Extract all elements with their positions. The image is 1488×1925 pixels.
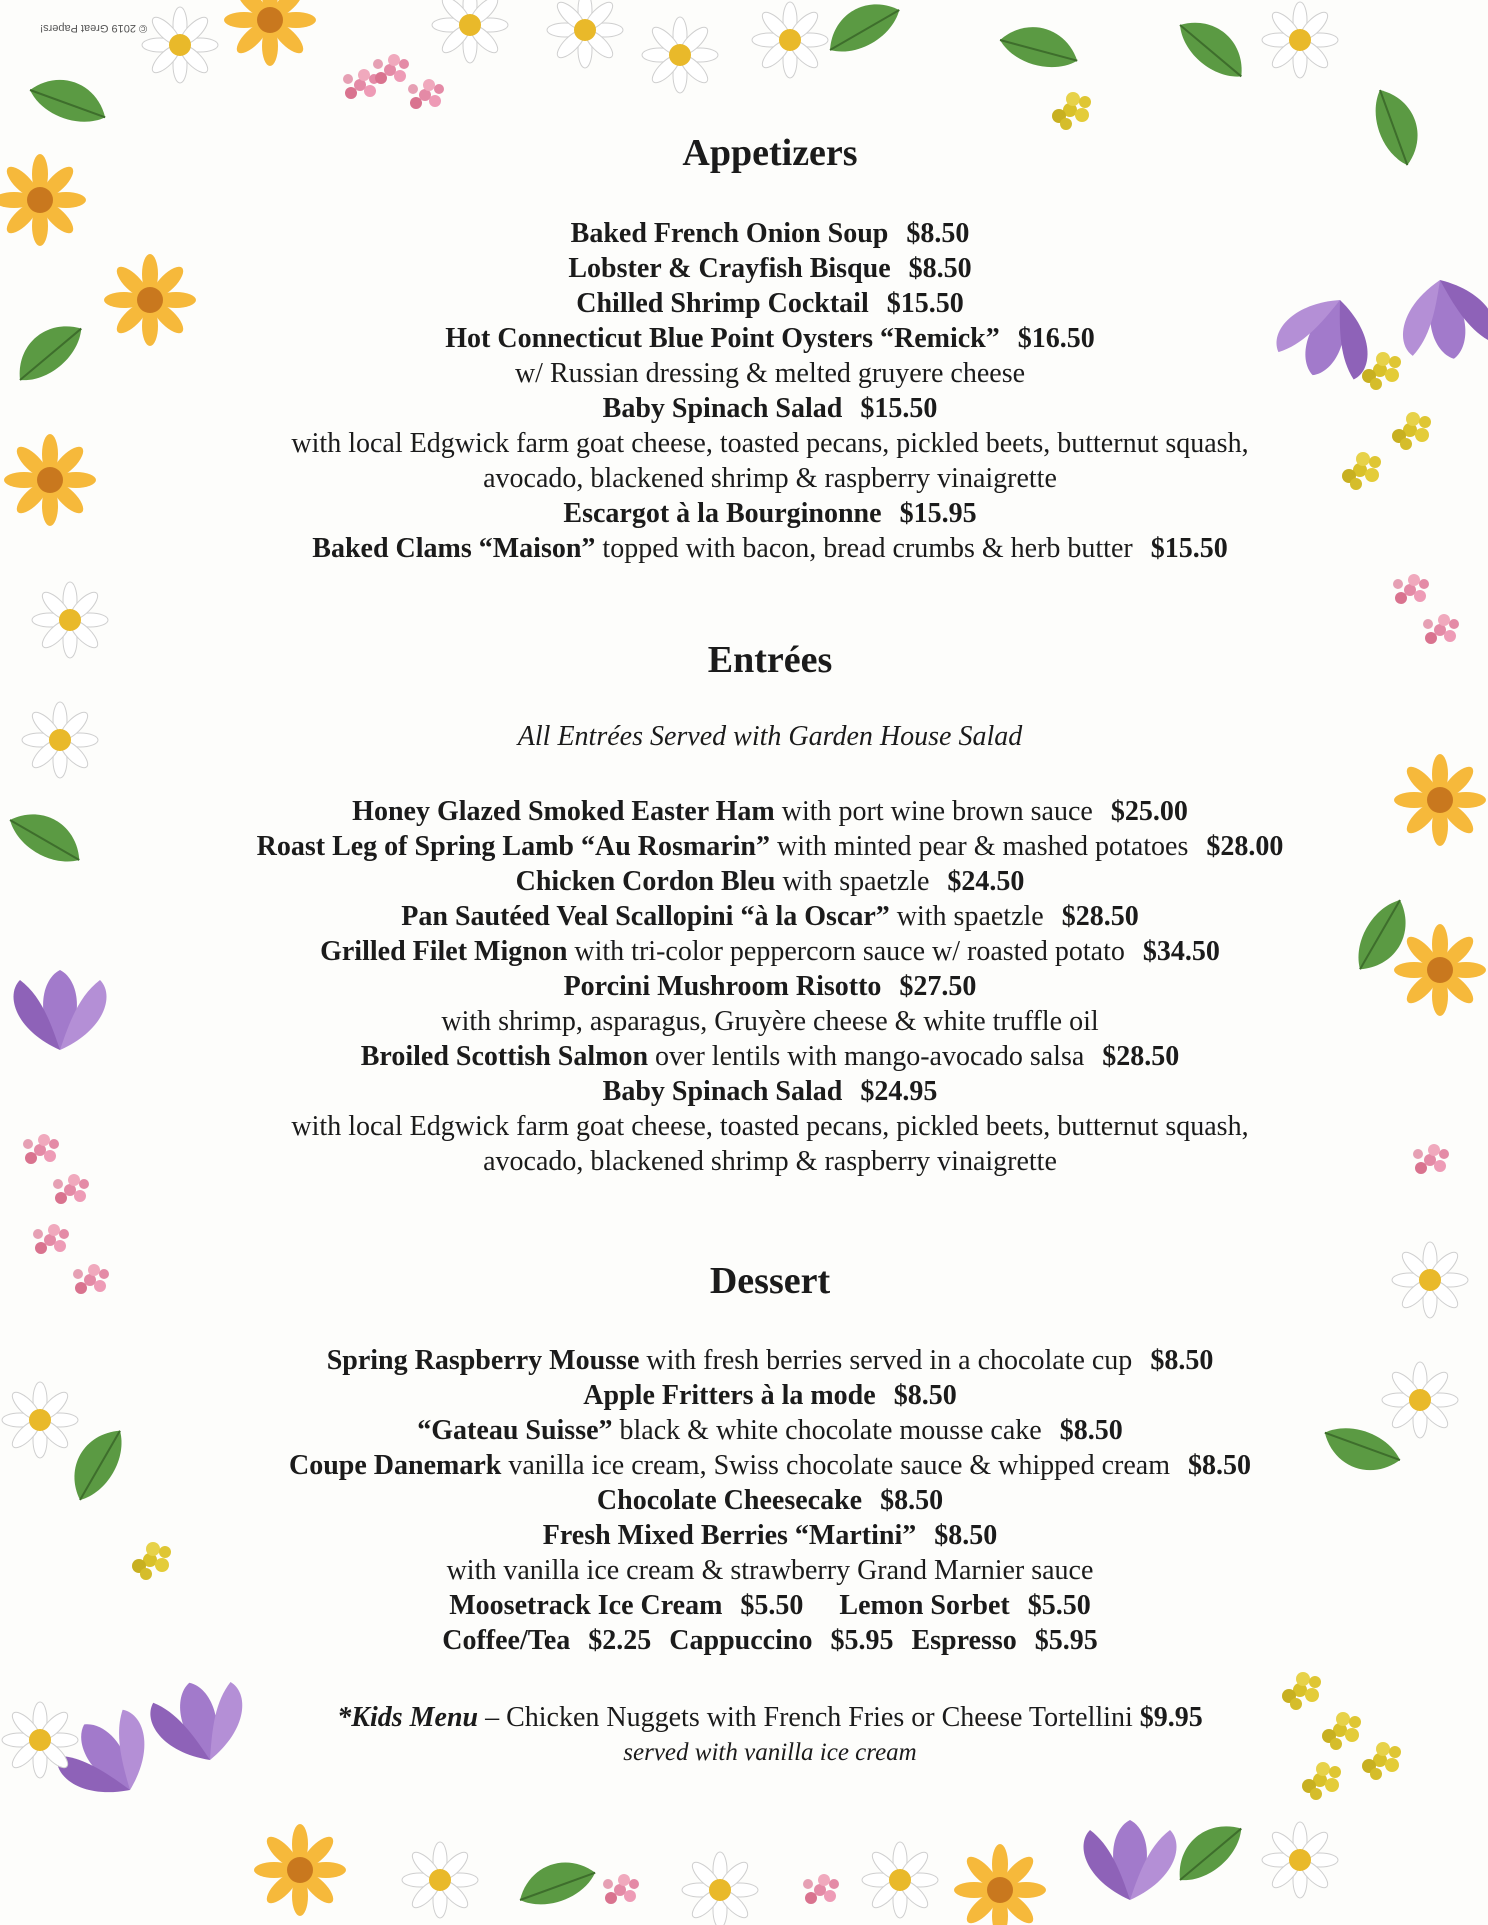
item-price: $8.50 — [934, 1520, 998, 1551]
item-name: Chicken Cordon Bleu — [515, 866, 776, 897]
item-price: $27.50 — [899, 971, 977, 1002]
item-price: $24.50 — [947, 866, 1025, 897]
menu-item — [140, 969, 1400, 1004]
menu-item — [140, 321, 1400, 356]
kids-menu-description: – Chicken Nuggets with French Fries or Cheese Tortellini — [485, 1702, 1133, 1733]
entrees-note: All Entrées Served with Garden House Salad — [517, 721, 1023, 752]
item-price: $15.95 — [899, 498, 977, 529]
menu-item — [140, 391, 1400, 426]
item-price: $28.50 — [1061, 901, 1139, 932]
item-name: Baked Clams “Maison” — [312, 533, 596, 564]
dessert-title: Dessert — [709, 1260, 831, 1302]
item-name: Pan Sautéed Veal Scallopini “à la Oscar” — [401, 901, 890, 932]
item-price: $8.50 — [908, 253, 972, 284]
item-name: Grilled Filet Mignon — [320, 936, 568, 967]
item-name: Chilled Shrimp Cocktail — [576, 288, 869, 319]
entrees-title: Entrées — [707, 639, 833, 681]
item-name: Spring Raspberry Mousse — [326, 1345, 640, 1376]
item-description: with tri-color peppercorn sauce w/ roasted potato — [574, 936, 1125, 967]
item-description: with spaetzle — [896, 901, 1044, 932]
item-description: with fresh berries served in a chocolate cup — [646, 1345, 1133, 1376]
item-name: Moosetrack Ice Cream — [449, 1590, 723, 1621]
menu-item — [140, 899, 1400, 934]
item-price: $15.50 — [886, 288, 964, 319]
item-name: Espresso — [911, 1625, 1017, 1656]
item-description: with minted pear & mashed potatoes — [777, 831, 1189, 862]
menu-item — [140, 934, 1400, 969]
item-price: $5.95 — [1034, 1625, 1098, 1656]
menu-page — [140, 0, 1400, 1925]
item-name: Baked French Onion Soup — [570, 218, 889, 249]
item-name: Lemon Sorbet — [839, 1590, 1010, 1621]
item-name: “Gateau Suisse” — [417, 1415, 613, 1446]
item-description: with spaetzle — [782, 866, 930, 897]
item-description: with shrimp, asparagus, Gruyère cheese & white truffle oil — [441, 1006, 1099, 1037]
item-name: Coffee/Tea — [442, 1625, 571, 1656]
item-description: with vanilla ice cream & strawberry Grand Marnier sauce — [446, 1555, 1094, 1586]
menu-item — [140, 531, 1400, 566]
item-name: Fresh Mixed Berries “Martini” — [542, 1520, 917, 1551]
item-name: Chocolate Cheesecake — [596, 1485, 863, 1516]
menu-item — [140, 216, 1400, 251]
menu-item — [140, 864, 1400, 899]
item-description: with port wine brown sauce — [781, 796, 1093, 827]
item-price: $5.50 — [1027, 1590, 1091, 1621]
item-name: Baby Spinach Salad — [602, 1076, 843, 1107]
item-description: w/ Russian dressing & melted gruyere cheese — [514, 358, 1026, 389]
item-name: Cappuccino — [669, 1625, 813, 1656]
item-price: $15.50 — [860, 393, 938, 424]
menu-item — [140, 1623, 1400, 1658]
item-price: $8.50 — [1150, 1345, 1214, 1376]
item-name: Apple Fritters à la mode — [583, 1380, 876, 1411]
item-name: Porcini Mushroom Risotto — [563, 971, 882, 1002]
kids-menu — [140, 1700, 1400, 1735]
menu-item — [140, 251, 1400, 286]
kids-menu-label: *Kids Menu — [337, 1702, 479, 1733]
item-price: $8.50 — [1187, 1450, 1251, 1481]
kids-menu-note: served with vanilla ice cream — [623, 1739, 917, 1766]
item-name: Escargot à la Bourginonne — [563, 498, 882, 529]
menu-item — [140, 1074, 1400, 1109]
kids-menu-price: $9.95 — [1139, 1702, 1203, 1733]
menu-item — [140, 1378, 1400, 1413]
item-price: $8.50 — [880, 1485, 944, 1516]
item-description: topped with bacon, bread crumbs & herb butter — [602, 533, 1133, 564]
menu-item — [140, 1518, 1400, 1553]
menu-item — [140, 1483, 1400, 1518]
item-price: $15.50 — [1150, 533, 1228, 564]
item-price: $8.50 — [906, 218, 970, 249]
menu-item — [140, 1448, 1400, 1483]
item-description: avocado, blackened shrimp & raspberry vinaigrette — [483, 463, 1057, 494]
item-price: $8.50 — [893, 1380, 957, 1411]
item-description: avocado, blackened shrimp & raspberry vinaigrette — [483, 1146, 1057, 1177]
menu-item — [140, 286, 1400, 321]
item-name: Roast Leg of Spring Lamb “Au Rosmarin” — [256, 831, 771, 862]
item-price: $34.50 — [1142, 936, 1220, 967]
menu-item — [140, 1039, 1400, 1074]
item-price: $24.95 — [860, 1076, 938, 1107]
appetizers-title: Appetizers — [682, 132, 858, 174]
item-price: $28.50 — [1102, 1041, 1180, 1072]
menu-item — [140, 1588, 1400, 1623]
item-price: $5.95 — [830, 1625, 894, 1656]
item-description: with local Edgwick farm goat cheese, toasted pecans, pickled beets, butternut squash, — [291, 428, 1249, 459]
item-name: Hot Connecticut Blue Point Oysters “Remick” — [445, 323, 1000, 354]
item-price: $8.50 — [1059, 1415, 1123, 1446]
item-price: $2.25 — [588, 1625, 652, 1656]
menu-item — [140, 1343, 1400, 1378]
item-price: $16.50 — [1017, 323, 1095, 354]
item-description: over lentils with mango-avocado salsa — [655, 1041, 1085, 1072]
item-price: $25.00 — [1110, 796, 1188, 827]
item-name: Broiled Scottish Salmon — [360, 1041, 649, 1072]
copyright-notice: © 2019 Great Papers! — [40, 22, 148, 34]
item-name: Lobster & Crayfish Bisque — [568, 253, 891, 284]
item-description: vanilla ice cream, Swiss chocolate sauce & whipped cream — [508, 1450, 1170, 1481]
menu-item — [140, 496, 1400, 531]
item-name: Coupe Danemark — [289, 1450, 502, 1481]
item-price: $28.00 — [1206, 831, 1284, 862]
item-name: Honey Glazed Smoked Easter Ham — [352, 796, 775, 827]
menu-item — [140, 1413, 1400, 1448]
menu-item — [140, 829, 1400, 864]
item-name: Baby Spinach Salad — [602, 393, 843, 424]
item-description: with local Edgwick farm goat cheese, toasted pecans, pickled beets, butternut squash, — [291, 1111, 1249, 1142]
menu-item — [140, 794, 1400, 829]
item-description: black & white chocolate mousse cake — [619, 1415, 1042, 1446]
item-price: $5.50 — [740, 1590, 804, 1621]
